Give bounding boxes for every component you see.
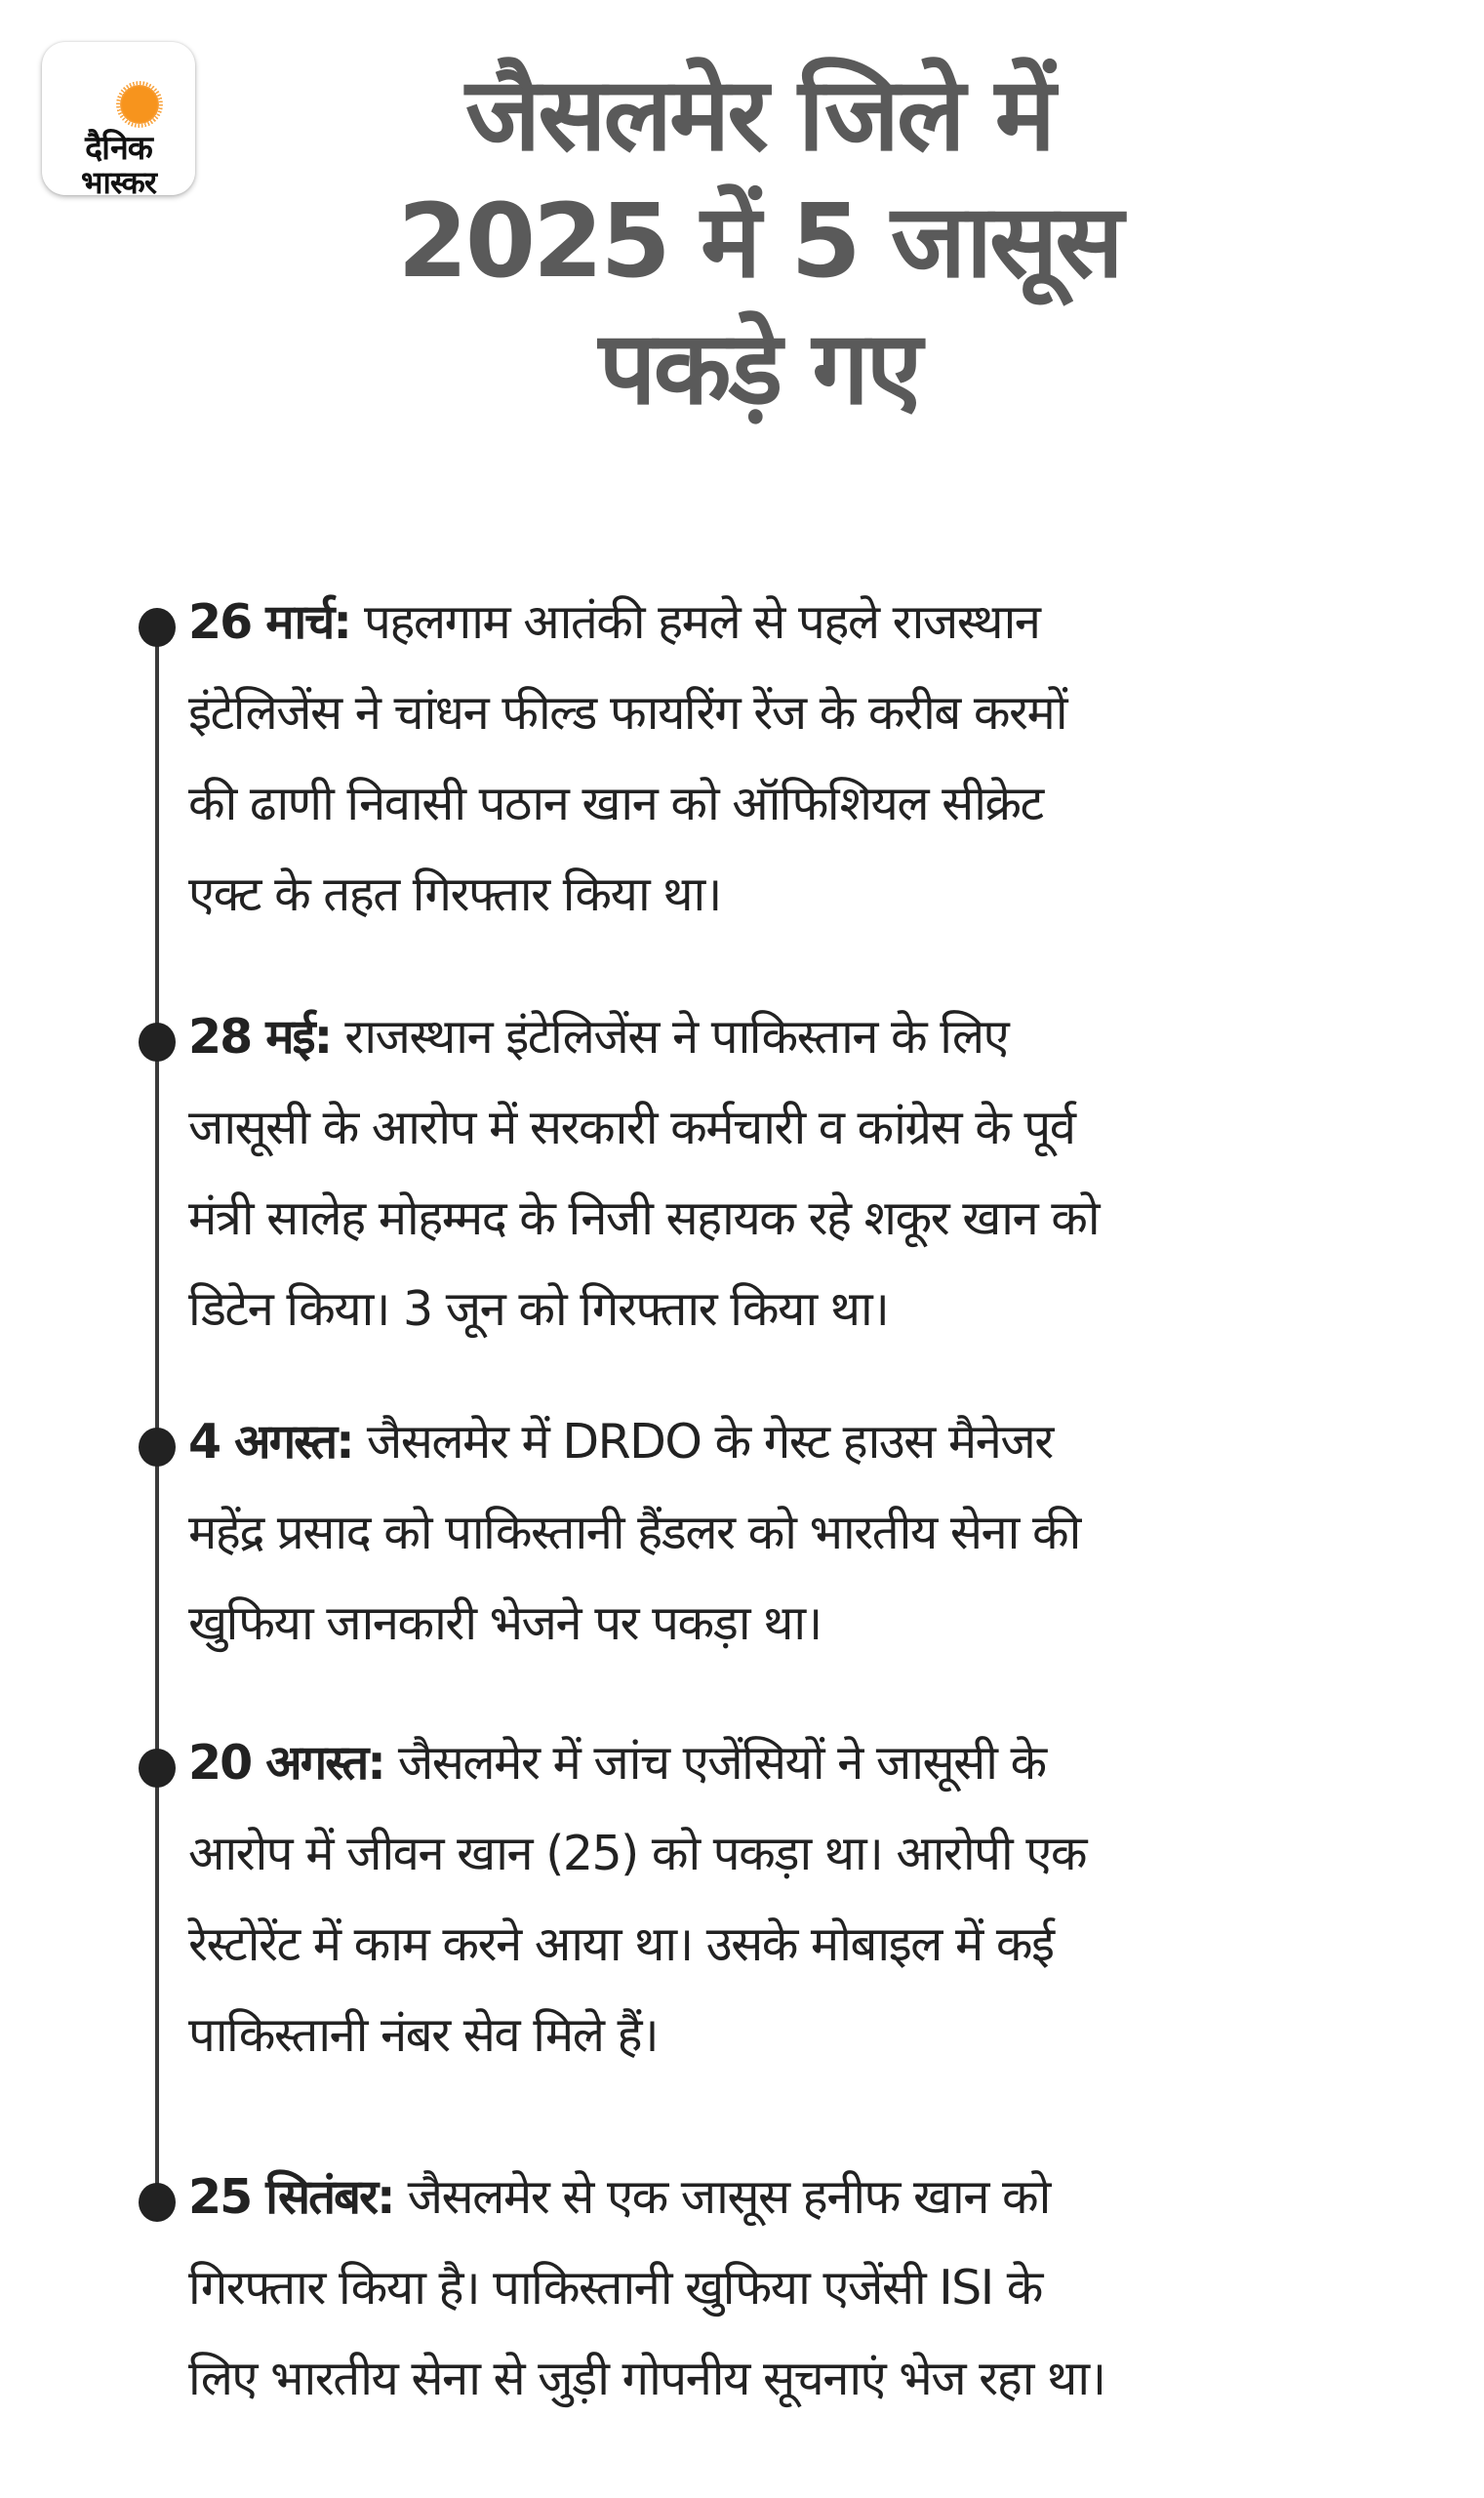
bullet-dot-icon bbox=[139, 1749, 176, 1788]
entry-line: की ढाणी निवासी पठान खान को ऑफिशियल सीक्रेट bbox=[188, 776, 1043, 831]
bullet-dot-icon bbox=[139, 608, 176, 647]
bullet-dot-icon bbox=[139, 1023, 176, 1062]
entry-date: 20 अगस्त: bbox=[188, 1735, 384, 1791]
entry-line: रेस्टोरेंट में काम करने आया था। उसके मोबाइल में कई bbox=[188, 1916, 1054, 1972]
entry-line: 25 सितंबर: जैसलमेर से एक जासूस हनीफ खान को bbox=[188, 2169, 1050, 2225]
entry-text bbox=[188, 1396, 1418, 1669]
entry-line: पाकिस्तानी नंबर सेव मिले हैं। bbox=[188, 2007, 659, 2063]
logo-text-line-2: भास्कर bbox=[81, 164, 156, 201]
entry-text bbox=[188, 577, 1418, 940]
bullet-dot-icon bbox=[139, 1428, 176, 1467]
entry-line: जासूसी के आरोप में सरकारी कर्मचारी व कांग्रेस के पूर्व bbox=[188, 1100, 1075, 1155]
title-line-3: पकड़े गए bbox=[598, 308, 920, 427]
entry-line: 4 अगस्त: जैसलमेर में DRDO के गेस्ट हाउस मैनेजर bbox=[188, 1414, 1053, 1470]
entry-date: 26 मार्च: bbox=[188, 594, 350, 650]
entry-line: खुफिया जानकारी भेजने पर पकड़ा था। bbox=[188, 1595, 822, 1651]
entry-text bbox=[188, 2152, 1418, 2424]
entry-line: आरोप में जीवन खान (25) को पकड़ा था। आरोपी एक bbox=[188, 1826, 1086, 1881]
entry-date: 25 सितंबर: bbox=[188, 2169, 394, 2225]
entry-text bbox=[188, 991, 1418, 1354]
entry-line: एक्ट के तहत गिरफ्तार किया था। bbox=[188, 866, 721, 922]
title-line-2: 2025 में 5 जासूस bbox=[397, 181, 1121, 301]
entry-line: डिटेन किया। 3 जून को गिरफ्तार किया था। bbox=[188, 1281, 889, 1337]
entry-line: इंटेलिजेंस ने चांधन फील्ड फायरिंग रेंज के करीब करमों bbox=[188, 685, 1067, 741]
timeline-line bbox=[155, 627, 159, 2202]
entry-line: लिए भारतीय सेना से जुड़ी गोपनीय सूचनाएं भेज रहा था। bbox=[188, 2351, 1105, 2406]
entry-line: 28 मई: राजस्थान इंटेलिजेंस ने पाकिस्तान के लिए bbox=[188, 1009, 1009, 1065]
entry-line: मंत्री सालेह मोहम्मद के निजी सहायक रहे शकूर खान को bbox=[188, 1190, 1100, 1246]
entry-line: 20 अगस्त: जैसलमेर में जांच एजेंसियों ने जासूसी के bbox=[188, 1735, 1046, 1791]
entry-line: 26 मार्च: पहलगाम आतंकी हमले से पहले राजस्थान bbox=[188, 594, 1040, 650]
entry-line: महेंद्र प्रसाद को पाकिस्तानी हैंडलर को भारतीय सेना की bbox=[188, 1505, 1080, 1560]
entry-date: 4 अगस्त: bbox=[188, 1414, 353, 1470]
bullet-dot-icon bbox=[139, 2183, 176, 2222]
entry-text bbox=[188, 1717, 1418, 2080]
logo-text-line-1: दैनिक bbox=[85, 129, 152, 168]
entry-date: 28 मई: bbox=[188, 1009, 332, 1065]
title-line-1: जैसलमेर जिले में bbox=[465, 55, 1053, 174]
entry-line: गिरफ्तार किया है। पाकिस्तानी खुफिया एजेंसी ISI के bbox=[188, 2260, 1042, 2316]
